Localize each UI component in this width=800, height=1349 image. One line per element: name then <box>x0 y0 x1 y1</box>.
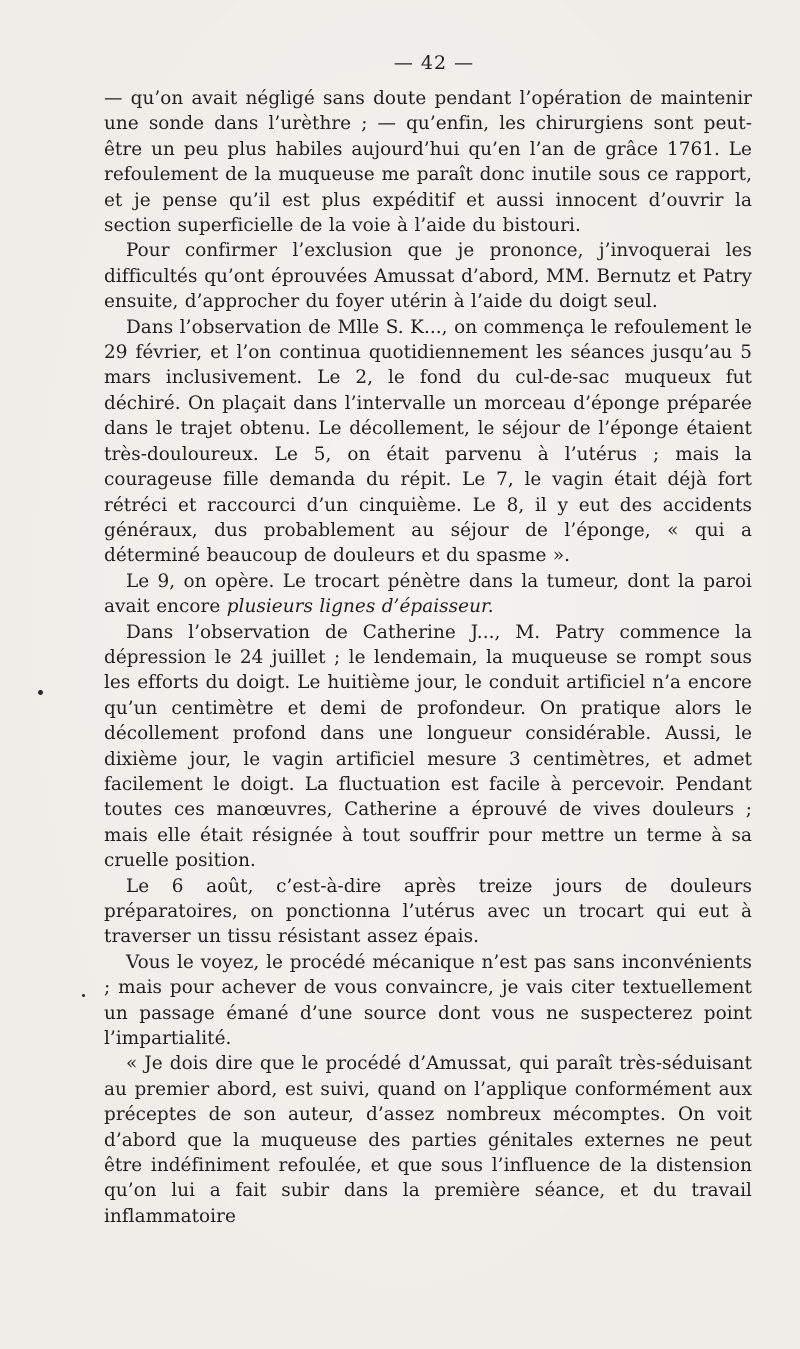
quotation-paragraph: « Je dois dire que le procédé d’Amussat, qui paraît très-séduisant au premier abord, est suivi, quand on l’applique conformément aux préceptes de son auteur, d’assez nombreux mécomptes. On voit d’abord que la muqueuse des parties génitales externes ne peut être indéfiniment refoulée, et que sous l’influence de la distension qu’on lui a fait subir dans la première séance, et du travail inflammatoire <box>104 1053 752 1227</box>
paragraph-text: Le 9, on opère. Le trocart pénètre dans la tumeur, dont la paroi avait encore <box>104 570 752 618</box>
italic-phrase: plusieurs lignes d’épaisseur. <box>226 596 494 618</box>
paragraph: Le 6 août, c’est-à-dire après treize jours de douleurs préparatoires, on ponctionna l’utérus avec un trocart qui eut à traverser un tissu résistant assez épais. <box>104 875 752 948</box>
paragraph-with-italic <box>104 569 752 620</box>
body-text <box>104 86 752 1229</box>
paragraph: Pour confirmer l’exclusion que je prononce, j’invoquerai les difficultés qu’ont éprouvées Amussat d’abord, MM. Bernutz et Patry ensuite, d’approcher du foyer utérin à l’aide du doigt seul. <box>104 240 752 313</box>
paragraph: Vous le voyez, le procédé mécanique n’est pas sans inconvénients ; mais pour achever de vous convaincre, je vais citer textuellement un passage émané d’une source dont vous ne suspecterez point l’impartialité. <box>104 951 752 1050</box>
paragraph: Dans l’observation de Mlle S. K..., on commença le refoulement le 29 février, et l’on continua quotidiennement les séances jusqu’au 5 mars inclusivement. Le 2, le fond du cul-de-sac muqueux fut déchiré. On plaçait dans l’intervalle un morceau d’éponge préparée dans le trajet obtenu. Le décollement, le séjour de l’éponge étaient très-douloureux. Le 5, on était parvenu à l’utérus ; mais la courageuse fille demanda du répit. Le 7, le vagin était déjà fort rétréci et raccourci d’un cinquième. Le 8, il y eut des accidents généraux, dus probablement au séjour de l’éponge, « qui a déterminé beaucoup de douleurs et du spasme ». <box>104 316 752 567</box>
margin-speck <box>38 690 43 695</box>
page-number: — 42 — <box>393 52 475 74</box>
paragraph: Dans l’observation de Catherine J..., M. Patry commence la dépression le 24 juillet ; le lendemain, la muqueuse se rompt sous les efforts du doigt. Le huitième jour, le conduit artificiel n’a encore qu’un centimètre et demi de profondeur. On pratique alors le décollement profond dans une longueur considérable. Aussi, le dixième jour, le vagin artificiel mesure 3 centimètres, et admet facilement le doigt. La fluctuation est facile à percevoir. Pendant toutes ces manœuvres, Catherine a éprouvé de vives douleurs ; mais elle était résignée à tout souffrir pour mettre un terme à sa cruelle position. <box>104 621 752 872</box>
margin-speck <box>82 994 85 997</box>
paragraph-continuation: — qu’on avait négligé sans doute pendant l’opération de maintenir une sonde dans l’urèthre ; — qu’enfin, les chirurgiens sont peut-être un peu plus habiles aujourd’hui qu’en l’an de grâce 1761. Le refoulement de la muqueuse me paraît donc inutile sous ce rapport, et je pense qu’il est plus expéditif et aussi innocent d’ouvrir la section superficielle de la voie à l’aide du bistouri. <box>104 88 752 237</box>
